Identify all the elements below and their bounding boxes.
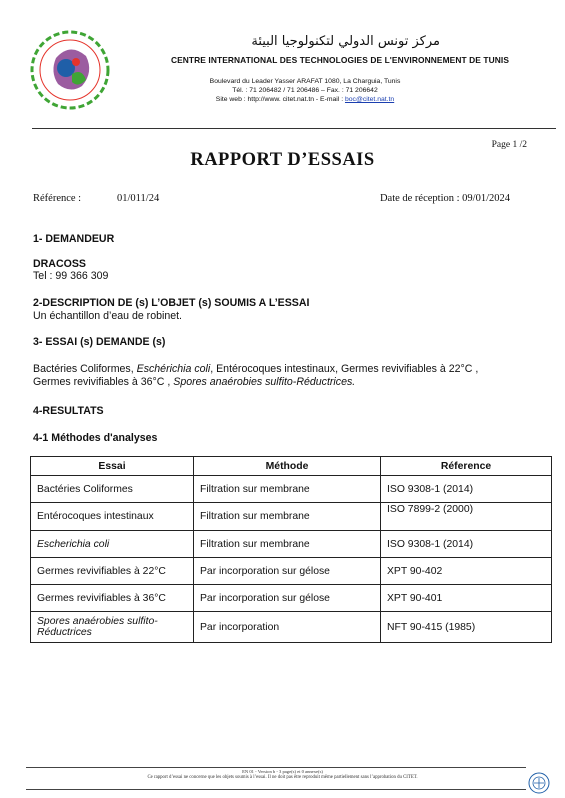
table-row bbox=[31, 503, 552, 531]
essais-line-2 bbox=[33, 376, 355, 388]
demandeur-name: DRACOSS bbox=[33, 258, 86, 270]
table-cell-methode: Filtration sur membrane bbox=[194, 531, 381, 558]
reference-label: Référence : bbox=[33, 193, 82, 204]
methodes-heading: 4-1 Méthodes d'analyses bbox=[33, 432, 158, 444]
footer-disclaimer: Ce rapport d’essai ne concerne que les objets soumis à l’essai. Il ne doit pas être reproduit même partiellement sans l’approbation du CITET. bbox=[147, 775, 418, 780]
table-cell-essai: Germes revivifiables à 22°C bbox=[31, 558, 194, 585]
table-cell-methode: Par incorporation sur gélose bbox=[194, 558, 381, 585]
table-header-essai: Essai bbox=[31, 457, 194, 476]
methods-table bbox=[30, 456, 552, 643]
address-line: Boulevard du Leader Yasser ARAFAT 1080, La Charguia, Tunis bbox=[209, 78, 401, 85]
demandeur-heading: 1- DEMANDEUR bbox=[33, 233, 115, 245]
web-line bbox=[170, 95, 440, 104]
table-header-reference: Réference bbox=[381, 457, 552, 476]
citet-logo bbox=[28, 28, 112, 112]
essais-line-1 bbox=[33, 363, 478, 375]
table-cell-essai: Escherichia coli bbox=[31, 531, 194, 558]
demandeur-tel: Tel : 99 366 309 bbox=[33, 270, 109, 282]
essais-heading: 3- ESSAI (s) DEMANDE (s) bbox=[33, 336, 166, 348]
table-cell-essai: Spores anaérobies sulfito-Réductrices bbox=[31, 612, 194, 643]
page-number: Page 1 /2 bbox=[491, 140, 527, 150]
table-row bbox=[31, 531, 552, 558]
table-cell-essai: Bactéries Coliformes bbox=[31, 476, 194, 503]
description-heading: 2-DESCRIPTION DE (s) L’OBJET (s) SOUMIS A L’ESSAI bbox=[33, 297, 310, 309]
address-block bbox=[170, 77, 440, 105]
report-title: RAPPORT D’ESSAIS bbox=[190, 150, 375, 170]
resultats-heading: 4-RESULTATS bbox=[33, 405, 104, 417]
arabic-org-name: مركز تونس الدولي لتكنولوجيا البيئة bbox=[251, 34, 440, 49]
email-link[interactable]: boc@citet.nat.tn bbox=[344, 96, 395, 104]
footer-divider-top bbox=[26, 767, 526, 768]
reference-value: 01/011/24 bbox=[117, 193, 160, 204]
table-cell-essai: Germes revivifiables à 36°C bbox=[31, 585, 194, 612]
table-row bbox=[31, 476, 552, 503]
org-name: CENTRE INTERNATIONAL DES TECHNOLOGIES DE L'ENVIRONNEMENT DE TUNIS bbox=[170, 55, 510, 65]
table-cell-methode: Filtration sur membrane bbox=[194, 503, 381, 531]
table-cell-methode: Par incorporation sur gélose bbox=[194, 585, 381, 612]
table-row bbox=[31, 612, 552, 643]
table-cell-reference: XPT 90-402 bbox=[381, 558, 552, 585]
reception-date: Date de réception : 09/01/2024 bbox=[379, 193, 510, 204]
table-cell-reference: ISO 7899-2 (2000) bbox=[381, 503, 552, 531]
essais-text: Bactéries Coliformes, bbox=[33, 363, 137, 375]
certification-seal-icon bbox=[528, 772, 550, 794]
footer-divider-bottom bbox=[26, 789, 526, 790]
table-row bbox=[31, 585, 552, 612]
header-divider bbox=[32, 128, 556, 129]
description-text: Un échantillon d’eau de robinet. bbox=[33, 310, 183, 322]
web-prefix: Site web : http://www. citet.nat.tn - E-mail : bbox=[215, 96, 345, 104]
table-cell-reference: ISO 9308-1 (2014) bbox=[381, 476, 552, 503]
essais-text: Germes revivifiables à 36°C , bbox=[33, 376, 174, 388]
essais-text-italic: Spores anaérobies sulfito-Réductrices. bbox=[173, 376, 356, 388]
table-row bbox=[31, 558, 552, 585]
table-cell-reference: NFT 90-415 (1985) bbox=[381, 612, 552, 643]
essais-text: , Entérocoques intestinaux, Germes revivifiables à 22°C , bbox=[210, 363, 479, 375]
table-header-row bbox=[31, 457, 552, 476]
table-cell-methode: Filtration sur membrane bbox=[194, 476, 381, 503]
table-cell-essai: Entérocoques intestinaux bbox=[31, 503, 194, 531]
table-cell-reference: ISO 9308-1 (2014) bbox=[381, 531, 552, 558]
essais-text-italic: Eschérichia coli bbox=[136, 363, 211, 375]
table-cell-reference: XPT 90-401 bbox=[381, 585, 552, 612]
phone-line: Tél. : 71 206482 / 71 206486 – Fax. : 71 206642 bbox=[232, 87, 378, 95]
footer-version: EN 01 - Version b - 3 page(s) et 0 annexe(s) bbox=[242, 769, 323, 774]
table-header-methode: Méthode bbox=[194, 457, 381, 476]
table-cell-methode: Par incorporation bbox=[194, 612, 381, 643]
